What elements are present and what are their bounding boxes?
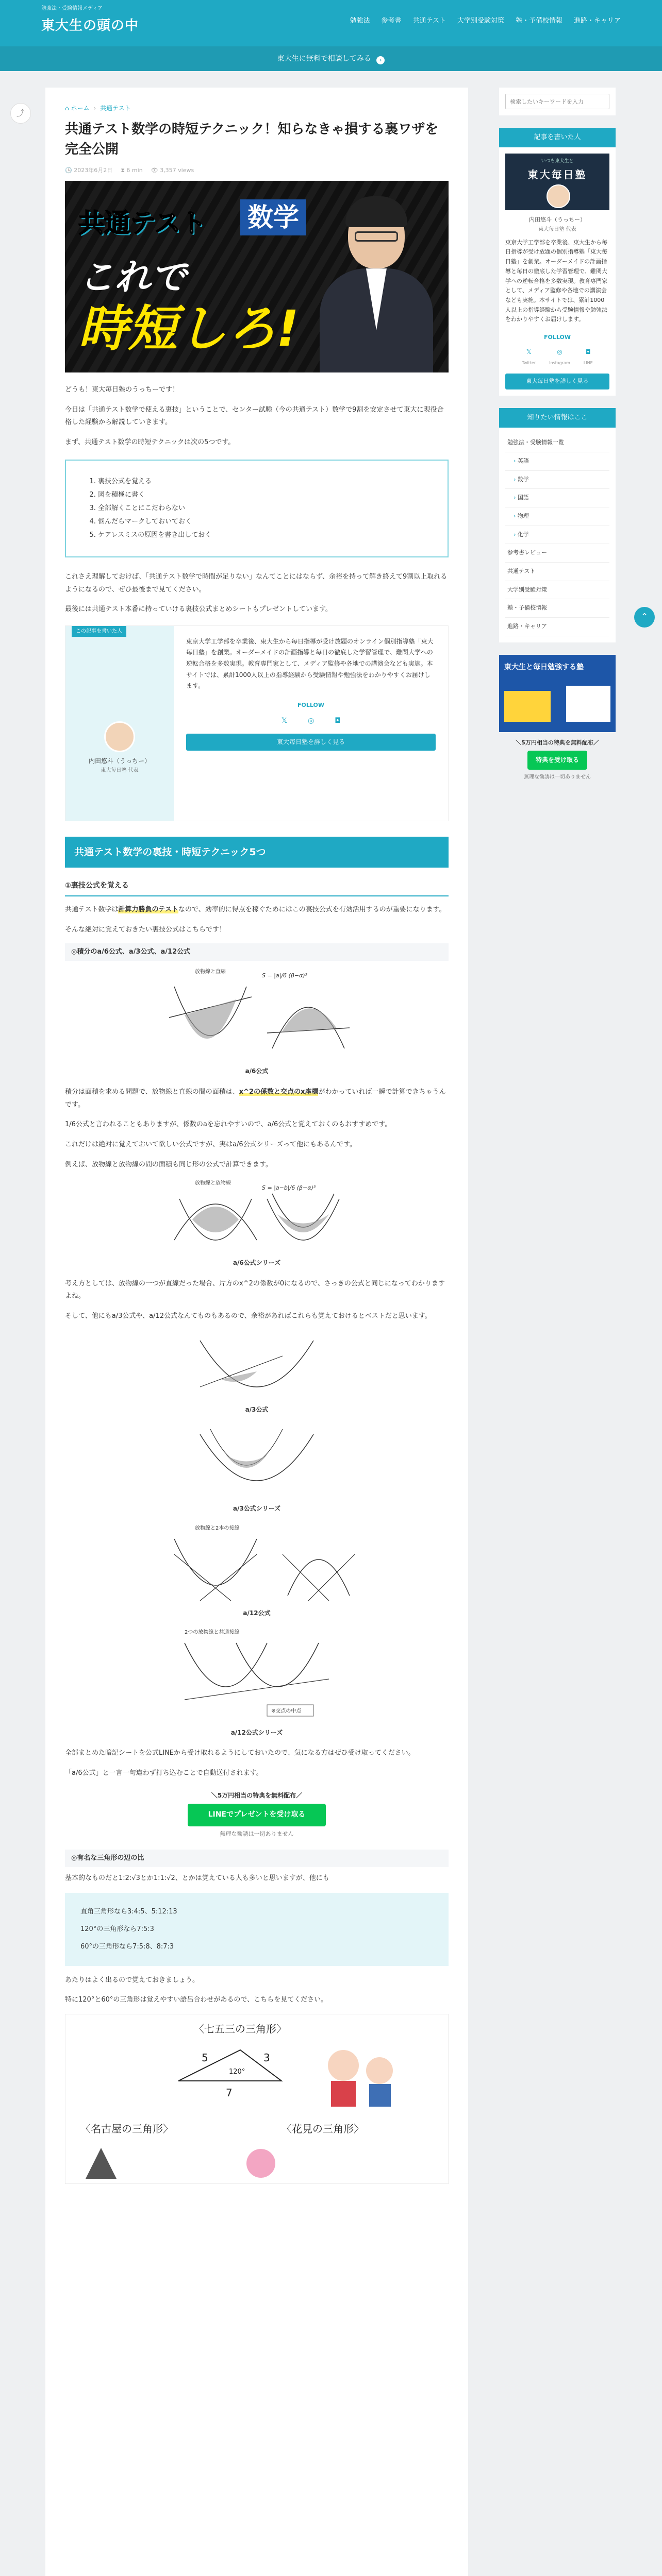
eye-icon: 👁 3,357 views — [151, 167, 194, 174]
side-label-7: 7 — [226, 2087, 233, 2099]
x-icon[interactable]: 𝕏 Twitter — [522, 348, 536, 366]
author-box — [65, 625, 449, 821]
view-count: 3,357 views — [160, 167, 194, 174]
nav-item-kyotsu[interactable]: 共通テスト — [412, 17, 446, 25]
author-name: 内田悠斗（うっちー） — [88, 757, 151, 765]
figure-note: ※交点の中点 — [271, 1708, 302, 1714]
site-logo[interactable]: 東大生の頭の中 — [41, 18, 139, 33]
campaign-lead: ＼5万円相当の特典を無料配布／ — [516, 739, 599, 746]
campaign-lead: ＼5万円相当の特典を無料配布／ — [211, 1791, 303, 1799]
figure-caption: a/12公式シリーズ — [230, 1728, 283, 1736]
hero-image — [65, 181, 449, 372]
figure-a12-series — [65, 1628, 449, 1738]
series-thinking: 考え方としては、放物線の一つが直線だった場合、片方のx^2の係数が0になるので、さっきの公式と同じになってわかりますよね。 — [65, 1279, 445, 1300]
figure-label: 2つの放物線と共通接線 — [185, 1629, 240, 1635]
widget-title: 記事を書いた人 — [499, 128, 616, 147]
sidebar-item-english[interactable]: › 英語 — [505, 452, 609, 471]
ad-banner[interactable] — [499, 655, 616, 732]
area-shade — [185, 999, 236, 1039]
ad-graphic — [566, 686, 610, 722]
present-text: 最後には共通テスト本番に持っていける裏技公式まとめシートもプレゼントしています。 — [65, 605, 332, 614]
diagram-a3-series — [190, 1424, 324, 1501]
parabola-curve — [210, 1429, 283, 1465]
sidebar-campaign — [499, 738, 616, 782]
publish-date: 2023年6月2日 — [74, 167, 113, 174]
ad-graphic — [504, 691, 551, 722]
kid-illustration — [366, 2057, 393, 2084]
list-item: 直角三角形なら3:4:5、5:12:13 — [80, 1908, 177, 1916]
figure-label: 放物線と2本の接線 — [195, 1525, 240, 1531]
figure-caption: a/12公式 — [243, 1609, 271, 1617]
author-description: 東京大学工学部を卒業後、東大生から毎日指導が受け放題の個別指導塾「東大毎日塾」を創業。オーダーメイドの計画指導と毎日の徹底した学習管理で、難関大学への逆転合格を多数実現。教育専門家として、メディア監修や各地での講演会なども実施。本サイトでは、累計1000人以上の指導経験から受験情報や勉強法をわかりやすくお届けします。 — [505, 239, 607, 323]
text-fragment: なので、効率的に得点を稼ぐためにはこの裏技公式を有効活用するのが重要になります。 — [178, 905, 446, 913]
line-icon[interactable]: ◘ LINE — [583, 348, 593, 366]
consult-notice-bar[interactable] — [0, 46, 662, 71]
diagram-a6-series — [154, 1178, 360, 1256]
area-shade — [226, 1455, 267, 1468]
author-role: 東大毎日塾 代表 — [101, 767, 139, 773]
parabola-curve — [174, 1539, 257, 1585]
home-icon: ⌂ — [65, 105, 69, 112]
category-list — [505, 434, 609, 636]
formula-lead: そんな絶対に覚えておきたい裏技公式はこちらです！ — [65, 925, 226, 934]
clock-icon: 🕒 2023年6月2日 — [65, 167, 113, 174]
line-campaign — [65, 1790, 449, 1839]
list-item: 120°の三角形なら7:5:3 — [80, 1925, 154, 1934]
figure-caption: a/3公式 — [245, 1405, 269, 1413]
sidebar-item-university[interactable]: 大学別受験対策 — [505, 581, 609, 600]
highlight-text: 計算力勝負のテスト — [118, 905, 178, 913]
breadcrumb-category[interactable]: 共通テスト — [100, 105, 131, 112]
figure-a3-series — [65, 1424, 449, 1514]
hero-text-kyotsu: 共通テスト — [78, 208, 206, 239]
author-box-profile — [65, 626, 174, 821]
intro-list-lead: まず、共通テスト数学の時短テクニックは次の5つです。 — [65, 438, 235, 447]
share-icon[interactable]: ⤴ — [10, 103, 31, 124]
article-meta — [65, 166, 449, 176]
triangle-intro: 基本的なものだと1:2:√3とか1:1:√2、とかは覚えている人も多いと思いますが、他にも — [65, 1874, 329, 1882]
site-header — [0, 0, 662, 46]
tangent-line — [200, 1554, 257, 1601]
text-fragment: 積分は面積を求める問題で、放物線と直線の間の面積は、 — [65, 1088, 239, 1096]
hourglass-icon: ⧗ 6 min — [121, 167, 143, 174]
hero-person-illustration — [320, 191, 433, 372]
chevron-right-icon: › — [376, 56, 385, 64]
author-card-banner — [505, 154, 609, 210]
diagram-a3 — [190, 1330, 324, 1402]
a6-series-lead: これだけは絶対に覚えておいて欲しい公式ですが、実はa/6公式シリーズって他にもあるんです。 — [65, 1140, 357, 1148]
text-fragment: がわかっていれば一瞬で計算できちゃうんです。 — [65, 1088, 446, 1109]
area-shade — [282, 1009, 337, 1033]
tangent-line — [174, 1554, 231, 1601]
sidebar-item-cram[interactable]: 塾・予備校情報 — [505, 599, 609, 618]
sidebar-item-career[interactable]: 進路・キャリア — [505, 618, 609, 636]
figure-caption: a/6公式 — [245, 1067, 269, 1075]
integral-explanation — [65, 1086, 449, 1111]
diagram-triangles — [65, 2014, 449, 2184]
list-item: 4. 悩んだらマークしておいておく — [98, 515, 427, 529]
tangent-line — [308, 1554, 355, 1601]
sns-links — [186, 715, 436, 727]
sidebar — [499, 88, 616, 782]
triangle-title-nagoya: 〈名古屋の三角形〉 — [80, 2123, 173, 2136]
arrow-up-icon[interactable]: ⌃ — [634, 607, 655, 628]
summary-sheet-text: 全部まとめた暗記シートを公式LINEから受け取れるようにしておいたので、気になる方はぜひ受け取ってください。 — [65, 1749, 415, 1757]
sns-links — [505, 347, 609, 368]
sidebar-item-chemistry[interactable]: › 化学 — [505, 526, 609, 545]
instagram-icon[interactable]: ◎ — [307, 716, 315, 725]
card-kicker: いつも東大生と — [541, 159, 574, 164]
sidebar-item-study-list[interactable]: 勉強法・受験情報一覧 — [505, 434, 609, 452]
author-detail-button[interactable]: 東大毎日塾を詳しく見る — [186, 734, 436, 751]
parabola-curve — [236, 1643, 319, 1687]
after-list-text: これさえ理解しておけば、「共通テスト数学で時間が足りない」なんてことにはならず、余裕を持って解き終えて9割以上取れるようになるので、ぜひ最後まで見てください。 — [65, 572, 448, 594]
person-glasses — [355, 231, 398, 242]
category-widget — [499, 408, 616, 642]
main-content — [45, 88, 468, 2576]
diagram-a12 — [154, 1523, 360, 1606]
sidebar-item-books[interactable]: 参考書レビュー — [505, 544, 609, 563]
hero-text-kore: これで — [78, 256, 187, 299]
cherry-blossom-illustration — [246, 2149, 275, 2178]
figure-triangles — [65, 2014, 449, 2184]
intro-description: 今日は「共通テスト数学で使える裏技」ということで、センター試験（今の共通テスト）数学で9割を安定させて東大に現役合格した経験から解説していきます。 — [65, 405, 444, 427]
campaign-note: 無理な勧誘は一切ありません — [220, 1830, 294, 1837]
sns-label: Twitter — [522, 361, 536, 366]
sidebar-item-physics[interactable]: › 物理 — [505, 507, 609, 526]
triangle-ratio-box — [65, 1893, 449, 1965]
author-role: 東大毎日塾 代表 — [538, 226, 576, 232]
angle-label: 120° — [229, 2068, 245, 2076]
notice-text: 東大生に無料で相談してみる — [277, 55, 371, 63]
breadcrumb-separator: › — [93, 105, 96, 112]
triangle-goroawase: 特に120°と60°の三角形は覚えやすい語呂合わせがあるので、こちらを見てください。 — [65, 1996, 328, 2004]
other-formulas: そして、他にもa/3公式や、a/12公式なんてものもあるので、余裕があればこれらも覚えておけるとベストだと思います。 — [65, 1312, 432, 1320]
sns-label: Instagram — [549, 361, 570, 366]
nav-item-cram[interactable]: 塾・予備校情報 — [515, 17, 562, 25]
triangle-title-hanami: 〈花見の三角形〉 — [282, 2123, 364, 2136]
line-keyword-text: 「a/6公式」と一言一句違わず打ち込むことで自動送付されます。 — [65, 1769, 263, 1777]
sidebar-present-button[interactable]: 特典を受け取る — [527, 751, 587, 769]
line-icon[interactable]: ◘ — [335, 716, 341, 725]
parabola-curve — [200, 1341, 313, 1387]
sns-label: LINE — [583, 361, 593, 366]
search-input[interactable] — [505, 94, 609, 109]
article-title: 共通テスト数学の時短テクニック！知らなきゃ損する裏ワザを完全公開 — [65, 122, 439, 158]
author-description: 東京大学工学部を卒業後、東大生から毎日指導が受け放題のオンライン個別指導塾「東大毎日塾」を創業。オーダーメイドの計画指導と毎日の徹底した学習管理で、難関大学への逆転合格を多数実現。教育専門家として、メディア監修や各地での講演会なども実施。本サイトでは、累計1000人以上の指導経験から受験情報や勉強法をわかりやすくお届けします。 — [186, 637, 434, 690]
instagram-icon[interactable]: ◎ Instagram — [549, 348, 570, 366]
breadcrumb-home[interactable]: ホーム — [71, 105, 90, 112]
site-tagline: 勉強法・受験情報メディア — [41, 6, 103, 11]
sidebar-item-kyotsu[interactable]: 共通テスト — [505, 563, 609, 581]
section-heading: 共通テスト数学の裏技・時短テクニック5つ — [65, 837, 449, 868]
breadcrumb — [65, 103, 449, 113]
kid-illustration — [328, 2050, 359, 2081]
side-label-3: 3 — [263, 2052, 270, 2064]
person-hair — [345, 196, 407, 227]
triangle-remember: あたりはよく出るので覚えておきましょう。 — [65, 1976, 200, 1984]
technique-list-box — [65, 460, 449, 557]
author-widget — [499, 128, 616, 396]
read-time: 6 min — [126, 167, 143, 174]
x-icon[interactable]: 𝕏 — [281, 716, 287, 725]
author-name: 内田悠斗（うっちー） — [529, 216, 586, 224]
figure-label: 放物線と放物線 — [195, 1180, 231, 1187]
technique-list — [87, 475, 427, 542]
line-present-button[interactable]: LINEでプレゼントを受け取る — [188, 1804, 326, 1826]
sidebar-item-japanese[interactable]: › 国語 — [505, 489, 609, 507]
kimono-illustration — [369, 2084, 391, 2107]
diagram-a12-series — [174, 1628, 339, 1725]
avatar — [104, 721, 135, 752]
list-item: 3. 全部解くことにこだわらない — [98, 502, 427, 515]
sidebar-item-math[interactable]: › 数学 — [505, 471, 609, 489]
nav-item-study[interactable]: 勉強法 — [350, 17, 370, 25]
kimono-illustration — [331, 2081, 356, 2107]
intro-greeting: どうも！東大毎日塾のうっちーです！ — [65, 386, 179, 394]
common-tangent-line — [185, 1679, 329, 1700]
search-widget — [499, 88, 616, 115]
side-label-5: 5 — [202, 2052, 208, 2064]
formula-intro — [65, 904, 449, 917]
card-title: 東大毎日塾 — [527, 168, 587, 181]
campaign-note: 無理な勧誘は一切ありません — [524, 774, 591, 780]
a6-series-example: 例えば、放物線と放物線の間の面積も同じ形の公式で計算できます。 — [65, 1160, 272, 1168]
figure-caption: a/6公式シリーズ — [233, 1259, 281, 1267]
formula-text: S = |a|/6 (β−α)³ — [262, 972, 308, 979]
hero-text-jitan: 時短しろ! — [78, 300, 299, 358]
figure-a3 — [65, 1330, 449, 1415]
global-nav — [350, 15, 621, 27]
subheading-integral-formulas: ◎積分のa/6公式、a/3公式、a/12公式 — [65, 943, 449, 961]
a6-tip: 1/6公式と言われることもありますが、係数のaを忘れやすいので、a/6公式と覚えておくのもおすすめです。 — [65, 1121, 392, 1129]
ad-title: 東大生と毎日勉強する塾 — [504, 663, 584, 671]
list-item: 60°の三角形なら7:5:8、8:7:3 — [80, 1942, 174, 1951]
subsection-heading-formula: ①裏技公式を覚える — [65, 880, 449, 896]
author-detail-button[interactable]: 東大毎日塾を詳しく見る — [505, 374, 609, 389]
parabola-curve — [272, 1194, 334, 1227]
triangle-title-753: 〈七五三の三角形〉 — [194, 2023, 287, 2036]
subheading-triangles: ◎有名な三角形の辺の比 — [65, 1850, 449, 1867]
list-item: 2. 図を積極に書く — [98, 488, 427, 502]
diagram-a6 — [154, 966, 360, 1064]
nav-item-career[interactable]: 進路・キャリア — [573, 17, 621, 25]
list-item: 5. ケアレスミスの原因を書き出しておく — [98, 529, 427, 542]
figure-caption: a/3公式シリーズ — [233, 1505, 281, 1513]
tangent-line — [200, 1356, 283, 1387]
nav-item-books[interactable]: 参考書 — [381, 17, 402, 25]
author-box-detail — [174, 626, 448, 821]
list-item: 1. 裏技公式を覚える — [98, 475, 427, 488]
nav-item-university[interactable]: 大学別受験対策 — [457, 17, 504, 25]
widget-title: 知りたい情報はここ — [499, 408, 616, 428]
figure-a12 — [65, 1523, 449, 1618]
figure-a6 — [65, 966, 449, 1076]
tangent-line — [283, 1554, 329, 1601]
parabola-curve — [185, 1643, 267, 1687]
follow-label: FOLLOW — [297, 701, 324, 708]
formula-text: S = |a−b|/6 (β−α)³ — [262, 1184, 316, 1192]
author-box-tag: この記事を書いた人 — [72, 626, 126, 637]
figure-label: 放物線と直線 — [195, 969, 226, 975]
area-shade — [192, 1207, 239, 1232]
figure-a6-series — [65, 1178, 449, 1268]
highlight-text: x^2の係数と交点のx座標 — [239, 1088, 319, 1096]
hero-text-math: 数学 — [240, 199, 306, 235]
text-fragment: 共通テスト数学は — [65, 905, 119, 913]
follow-label: FOLLOW — [544, 333, 571, 341]
avatar — [547, 184, 570, 208]
